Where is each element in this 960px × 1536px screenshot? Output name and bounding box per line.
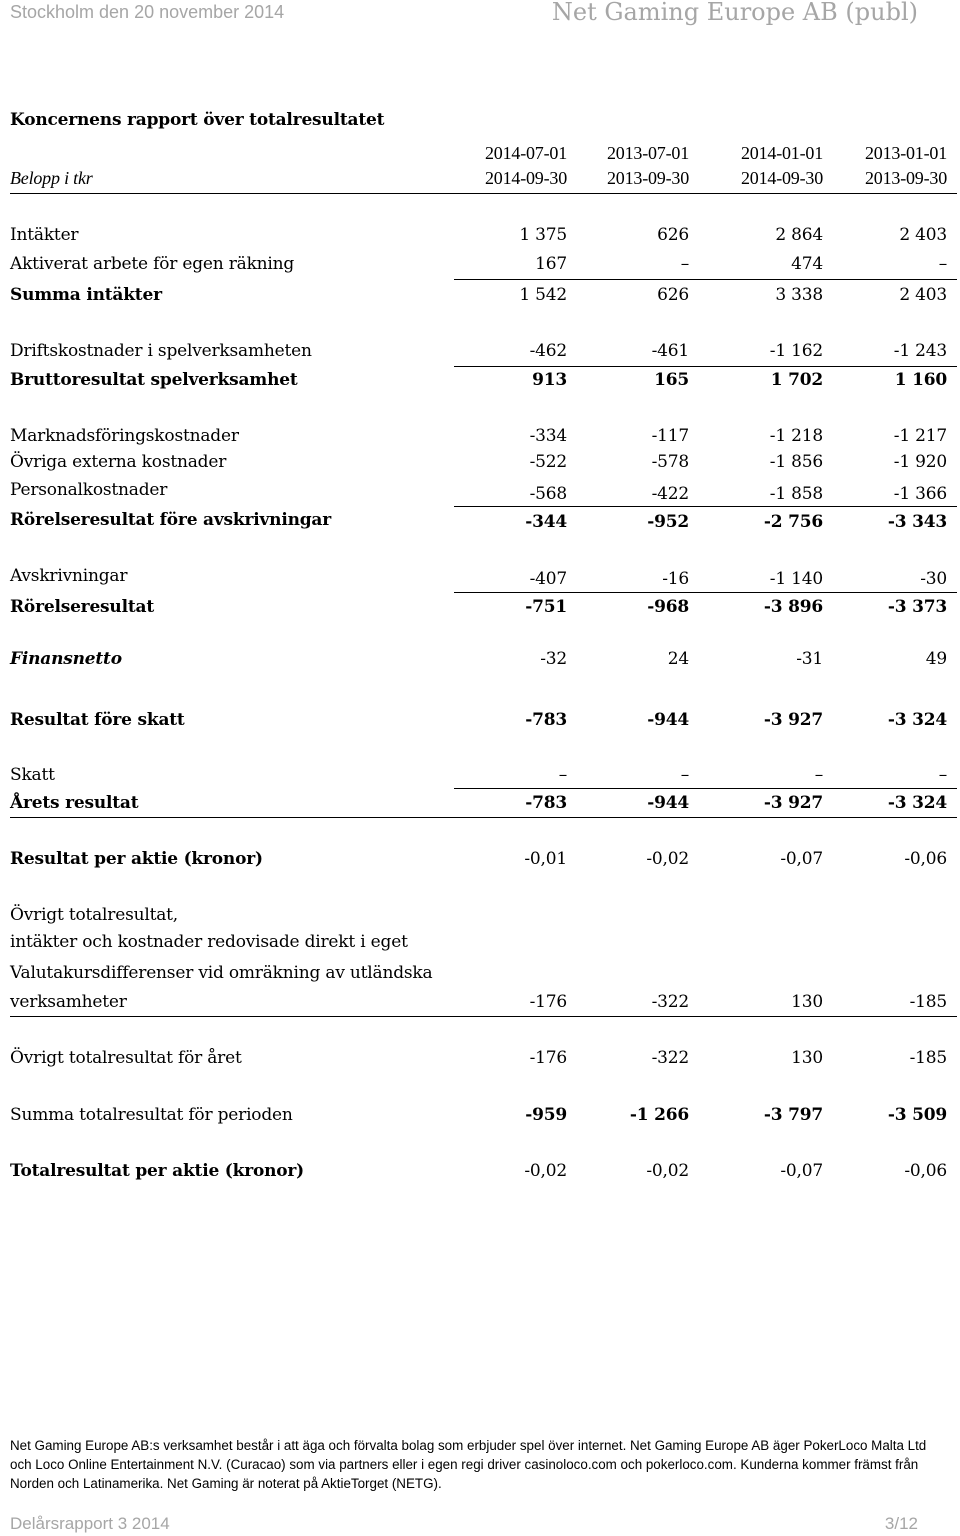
row-label: Valutakursdifferenser vid omräkning av utländska: [10, 963, 433, 983]
cell: -3 797: [763, 1105, 823, 1125]
cell: -3 927: [763, 710, 823, 730]
cell: -3 324: [887, 710, 947, 730]
row-label: Bruttoresultat spelverksamhet: [10, 370, 298, 390]
cell: -3 927: [763, 793, 823, 813]
cell: -1 858: [769, 484, 823, 504]
table-row: [10, 1048, 947, 1072]
cell: -0,06: [904, 849, 947, 869]
page-number: 3/12: [884, 1514, 918, 1533]
row-label: Övriga externa kostnader: [10, 452, 227, 472]
period-2-from: 2013-07-01: [607, 143, 689, 163]
cell: -1 366: [893, 484, 947, 504]
subtotal-rule: [454, 506, 957, 507]
cell: -344: [525, 512, 567, 532]
cell: 474: [791, 254, 823, 274]
cell: -952: [647, 512, 689, 532]
table-row: [10, 566, 947, 590]
cell: -1 140: [769, 569, 823, 589]
table-row: [10, 905, 947, 929]
footer-report-name: Delårsrapport 3 2014: [10, 1514, 170, 1533]
table-row: [10, 370, 947, 394]
cell: –: [680, 254, 689, 274]
report-title: Koncernens rapport över totalresultatet: [10, 110, 385, 130]
period-3-from: 2014-01-01: [741, 143, 823, 163]
cell: -176: [529, 992, 567, 1012]
cell: -185: [909, 1048, 947, 1068]
header-rule: [10, 193, 957, 194]
period-4-to: 2013-09-30: [865, 168, 947, 188]
cell: 49: [925, 649, 947, 669]
company-description: Net Gaming Europe AB:s verksamhet består i att äga och förvalta bolag som erbjuder spel över internet. Net Gaming Europe AB äger PokerLoco Malta Ltd och Loco Online Entertainment N.V. (Curacao) som via partners eller i egen regi driver casinoloco.com och pokerloco.com. Kunderna kommer främst från Norden och Latinamerika. Net Gaming är noterat på AktieTorget (NETG).: [10, 1438, 927, 1491]
row-label: Personalkostnader: [10, 480, 168, 500]
row-label: Avskrivningar: [10, 566, 128, 586]
cell: -783: [525, 710, 567, 730]
row-label: verksamheter: [10, 992, 127, 1012]
table-row: [10, 932, 947, 952]
row-label: Aktiverat arbete för egen räkning: [10, 254, 295, 274]
row-label: Summa intäkter: [10, 285, 162, 305]
period-2-to: 2013-09-30: [607, 168, 689, 188]
cell: -959: [525, 1105, 567, 1125]
cell: 2 403: [899, 285, 947, 305]
cell: -3 509: [887, 1105, 947, 1125]
row-label: intäkter och kostnader redovisade direkt i eget: [10, 932, 408, 952]
cell: 2 864: [775, 225, 823, 245]
cell: 626: [657, 285, 689, 305]
row-label: Summa totalresultat för perioden: [10, 1105, 293, 1125]
cell: -422: [651, 484, 689, 504]
result-rule: [10, 817, 957, 818]
cell: -3 324: [887, 793, 947, 813]
cell: -3 896: [763, 597, 823, 617]
row-label: Marknadsföringskostnader: [10, 426, 239, 446]
table-row: [10, 452, 947, 476]
row-label: Övrigt totalresultat,: [10, 905, 178, 925]
cell: -783: [525, 793, 567, 813]
cell: 165: [654, 370, 689, 390]
cell: –: [938, 254, 947, 274]
row-label: Övrigt totalresultat för året: [10, 1048, 242, 1068]
header-company: Net Gaming Europe AB (publ): [551, 0, 918, 26]
cell: -0,07: [780, 1161, 823, 1181]
table-row: [10, 597, 947, 621]
subtotal-rule: [454, 592, 957, 593]
cell: -462: [529, 341, 567, 361]
cell: -568: [529, 484, 567, 504]
cell: 130: [791, 992, 823, 1012]
cell: -522: [529, 452, 567, 472]
cell: 2 403: [899, 225, 947, 245]
table-row: [10, 481, 947, 505]
row-label: Resultat före skatt: [10, 710, 185, 730]
cell: -117: [651, 426, 689, 446]
cell: -0,02: [524, 1161, 567, 1181]
table-row: [10, 285, 947, 309]
cell: -461: [651, 341, 689, 361]
header-date: Stockholm den 20 november 2014: [10, 2, 285, 22]
row-label: Skatt: [10, 765, 55, 785]
subtotal-rule: [454, 788, 957, 789]
period-4-from: 2013-01-01: [865, 143, 947, 163]
row-label: Resultat per aktie (kronor): [10, 849, 263, 869]
table-row: [10, 510, 947, 534]
period-3-to: 2014-09-30: [741, 168, 823, 188]
cell: -334: [529, 426, 567, 446]
cell: -1 920: [893, 452, 947, 472]
cell: -944: [647, 793, 689, 813]
cell: -0,06: [904, 1161, 947, 1181]
row-label: Totalresultat per aktie (kronor): [10, 1161, 304, 1181]
cell: -1 266: [629, 1105, 689, 1125]
cell: -185: [909, 992, 947, 1012]
cell: -578: [651, 452, 689, 472]
table-row: [10, 426, 947, 450]
table-row: [10, 1161, 947, 1185]
table-row: [10, 765, 947, 789]
cell: 1 375: [519, 225, 567, 245]
cell: 3 338: [775, 285, 823, 305]
table-row: [10, 710, 947, 734]
cell: 130: [791, 1048, 823, 1068]
table-row: [10, 341, 947, 365]
row-label: Rörelseresultat före avskrivningar: [10, 510, 331, 530]
subtotal-rule: [454, 279, 957, 280]
cell: -0,02: [646, 849, 689, 869]
table-row: [10, 649, 947, 673]
cell: –: [558, 765, 567, 785]
table-row: [10, 992, 947, 1016]
cell: -1 243: [893, 341, 947, 361]
cell: 626: [657, 225, 689, 245]
cell: -32: [540, 649, 567, 669]
cell: 1 542: [519, 285, 567, 305]
table-row: [10, 1105, 947, 1129]
column-header-from: [10, 143, 947, 167]
cell: 1 160: [894, 370, 947, 390]
row-label: Finansnetto: [10, 649, 122, 669]
row-label: Rörelseresultat: [10, 597, 154, 617]
cell: 24: [667, 649, 689, 669]
cell: 167: [535, 254, 567, 274]
cell: -3 343: [887, 512, 947, 532]
column-header-to: [10, 168, 947, 192]
cell: -0,02: [646, 1161, 689, 1181]
row-label: Driftskostnader i spelverksamheten: [10, 341, 312, 361]
table-row: [10, 963, 947, 987]
table-row: [10, 849, 947, 873]
cell: -0,07: [780, 849, 823, 869]
cell: -16: [662, 569, 689, 589]
cell: -944: [647, 710, 689, 730]
cell: –: [680, 765, 689, 785]
cell: -1 217: [893, 426, 947, 446]
cell: -322: [651, 992, 689, 1012]
cell: -322: [651, 1048, 689, 1068]
cell: –: [938, 765, 947, 785]
cell: 913: [532, 370, 567, 390]
row-label: Årets resultat: [10, 793, 139, 813]
row-label: Intäkter: [10, 225, 79, 245]
period-1-from: 2014-07-01: [485, 143, 567, 163]
section-rule: [10, 1016, 957, 1017]
table-row: [10, 254, 947, 278]
cell: –: [814, 765, 823, 785]
cell: -176: [529, 1048, 567, 1068]
cell: -2 756: [763, 512, 823, 532]
table-row: [10, 225, 947, 249]
cell: 1 702: [770, 370, 823, 390]
cell: -1 218: [769, 426, 823, 446]
table-row: [10, 793, 947, 817]
amount-unit-label: Belopp i tkr: [10, 168, 93, 188]
cell: -1 856: [769, 452, 823, 472]
cell: -407: [529, 569, 567, 589]
cell: -3 373: [887, 597, 947, 617]
cell: -751: [525, 597, 567, 617]
cell: -30: [920, 569, 947, 589]
subtotal-rule: [454, 366, 957, 367]
cell: -968: [647, 597, 689, 617]
cell: -31: [796, 649, 823, 669]
cell: -0,01: [524, 849, 567, 869]
period-1-to: 2014-09-30: [485, 168, 567, 188]
cell: -1 162: [769, 341, 823, 361]
